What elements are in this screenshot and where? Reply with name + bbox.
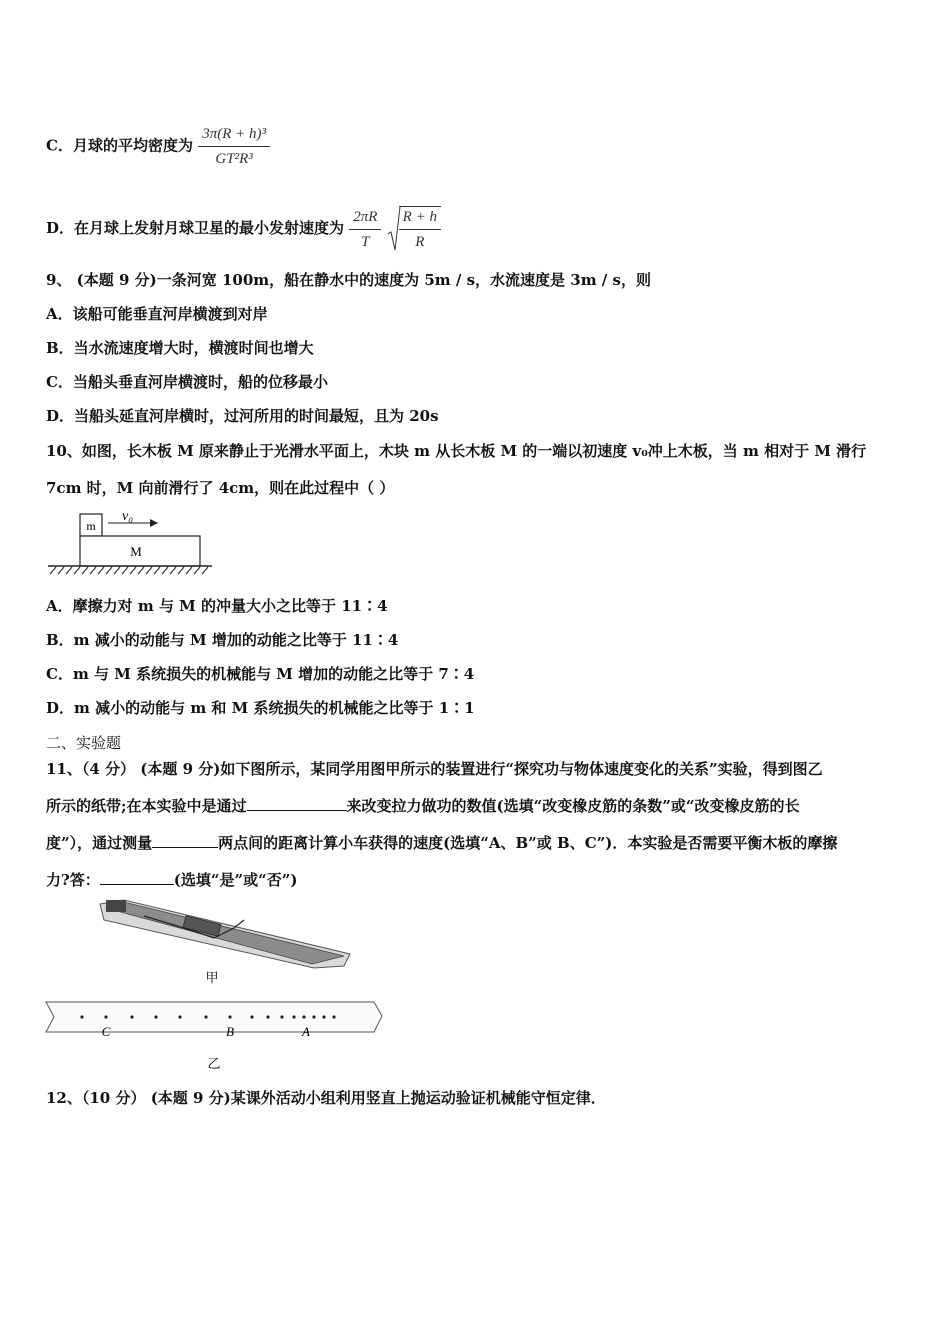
arrow-head-icon	[150, 519, 158, 527]
q9-option-b: B．当水流速度增大时，横渡时间也增大	[46, 339, 314, 357]
section-title: 二、实验题	[46, 734, 122, 752]
q10-option-d: D．m 减小的动能与 m 和 M 系统损失的机械能之比等于 1∶1	[46, 699, 475, 717]
formula-numerator: 3π(R + h)³	[198, 124, 270, 147]
tape-label-c: C	[101, 1024, 111, 1039]
sqrt-expression	[387, 206, 441, 252]
tape-label-a: A	[302, 1024, 310, 1039]
q9-option-d: D．当船头延直河岸横时，过河所用的时间最短，且为 20s	[46, 407, 439, 425]
formula-numerator: 2πR	[349, 207, 381, 230]
q10-figure	[46, 506, 214, 576]
q11-line4-text-a: 力?答：	[46, 871, 100, 889]
q11-line1: 11、（4 分） (本题 9 分)如下图所示，某同学用图甲所示的装置进行“探究功与物体速度变化的关系”实验，得到图乙	[46, 760, 823, 778]
formula-denominator: R	[415, 234, 425, 250]
q9-option-a: A．该船可能垂直河岸横渡到对岸	[46, 305, 268, 323]
paper-tape	[46, 1002, 382, 1032]
answer-blank-3[interactable]	[100, 870, 174, 885]
q8-option-c-formula	[198, 124, 270, 169]
q8-option-d-label: D．在月球上发射月球卫星的最小发射速度为	[46, 219, 345, 237]
q10-option-a: A．摩擦力对 m 与 M 的冲量大小之比等于 11∶4	[46, 597, 388, 615]
q11-line2	[46, 796, 800, 816]
q11-line3-text-a: 度”），通过测量	[46, 834, 153, 852]
q8-option-d	[46, 206, 441, 252]
answer-blank-1[interactable]	[247, 796, 347, 811]
figure-label-top: 甲	[205, 970, 219, 985]
formula-numerator: R + h	[399, 207, 441, 230]
q11-line2-text-b: 来改变拉力做功的数值(选填“改变橡皮筋的条数”或“改变橡皮筋的长	[346, 797, 800, 815]
q11-figure	[44, 898, 384, 1074]
q11-line2-text-a: 所示的纸带;在本实验中是通过	[46, 797, 247, 815]
q8-option-d-formula	[349, 207, 381, 252]
formula-denominator: GT²R³	[215, 151, 253, 167]
ground-hatching	[50, 567, 208, 574]
q11-line3	[46, 833, 837, 853]
formula-denominator: T	[361, 233, 370, 250]
q11-line4	[46, 870, 298, 890]
answer-blank-2[interactable]	[152, 833, 218, 848]
figure-label-bottom: 乙	[207, 1056, 221, 1071]
small-block-label: m	[86, 519, 96, 533]
velocity-label: v₀	[122, 509, 134, 524]
q9-stem: 9、 (本题 9 分)一条河宽 100m，船在静水中的速度为 5m / s，水流速度是 3m / s，则	[46, 271, 651, 289]
q10-option-b: B．m 减小的动能与 M 增加的动能之比等于 11∶4	[46, 631, 399, 649]
q11-line3-text-b: 两点间的距离计算小车获得的速度(选填“A、B”或 B、C”)．本实验是否需要平衡木板的摩擦	[218, 834, 838, 852]
q8-option-c-label: C．月球的平均密度为	[46, 136, 193, 155]
q10-stem-line1: 10、如图，长木板 M 原来静止于光滑水平面上，木块 m 从长木板 M 的一端以初速度 v₀冲上木板，当 m 相对于 M 滑行	[46, 442, 867, 460]
q12-stem: 12、（10 分） (本题 9 分)某课外活动小组利用竖直上抛运动验证机械能守恒定律．	[46, 1089, 606, 1107]
tape-label-b: B	[226, 1024, 234, 1039]
q10-stem-line2: 7cm 时，M 向前滑行了 4cm，则在此过程中（ ）	[46, 479, 395, 497]
q9-option-c: C．当船头垂直河岸横渡时，船的位移最小	[46, 373, 328, 391]
big-board-label: M	[130, 544, 142, 559]
sqrt-fraction	[399, 206, 441, 252]
q10-option-c: C．m 与 M 系统损失的机械能与 M 增加的动能之比等于 7∶4	[46, 665, 475, 683]
board-stopper	[106, 900, 126, 912]
q8-option-c	[46, 124, 270, 169]
q11-line4-text-b: (选填“是”或“否”)	[173, 871, 298, 889]
